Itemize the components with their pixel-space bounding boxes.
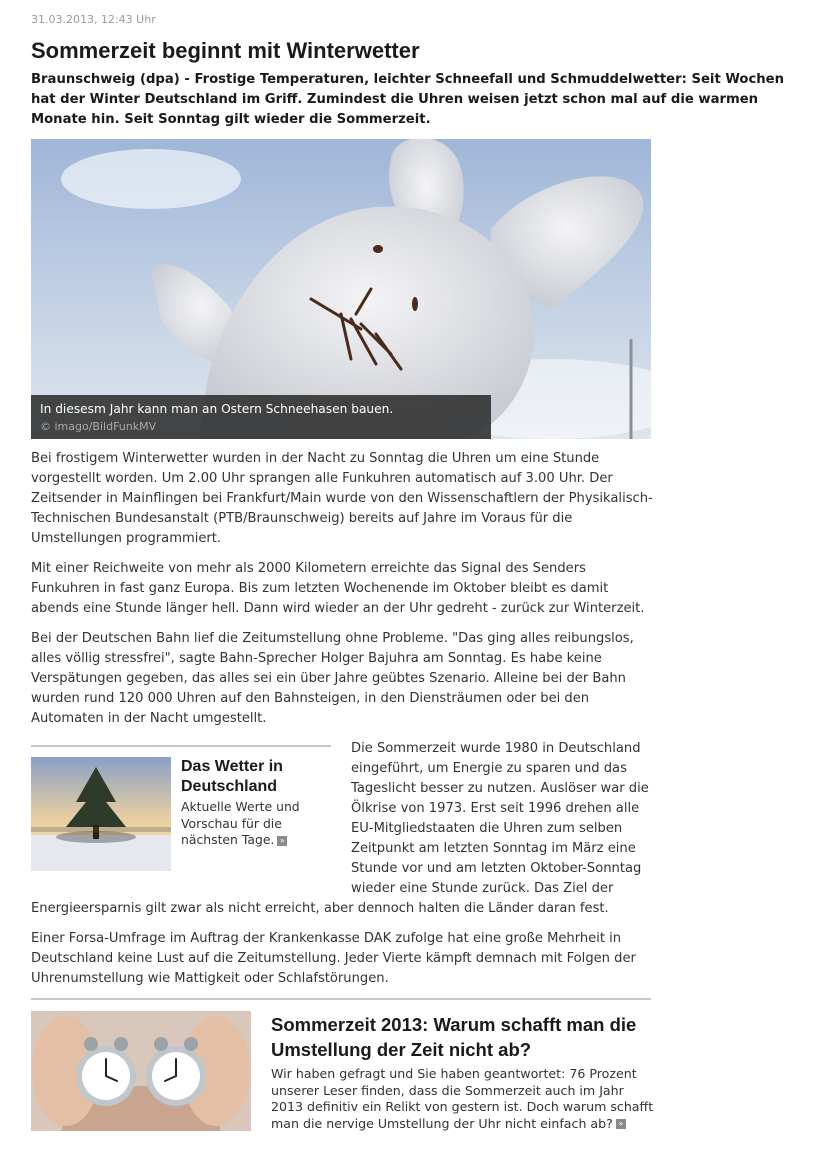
dst-teaser-title[interactable]: Sommerzeit 2013: Warum schafft man die Umstellung der Zeit nicht ab? — [271, 1014, 637, 1060]
dst-teaser-text[interactable] — [271, 1066, 656, 1132]
winter-tree-photo — [31, 757, 171, 871]
weather-teaser-text[interactable] — [181, 799, 326, 849]
paragraph-1: Bei frostigem Winterwetter wurden in der Nacht zu Sonntag die Uhren um eine Stunde vorgestellt worden. Um 2.00 Uhr sprangen alle Funkuhren automatisch auf 3.00 Uhr. Der Zeitsender in Mainflingen bei Frankfurt/Main wurde von den Wissenschaftlern der Physikalisch-Technischen Bundesanstalt (PTB/Braunschweig) bereits auf Jahre im Voraus für die Umstellungen programmiert. — [31, 451, 653, 546]
snow-bunny-photo — [31, 139, 651, 439]
more-arrow-icon[interactable]: » — [277, 836, 287, 846]
hero-image[interactable] — [31, 139, 651, 439]
weather-teaser-title[interactable]: Das Wetter in Deutschland — [181, 758, 283, 795]
divider — [31, 745, 331, 747]
paragraph-4: Die Sommerzeit wurde 1980 in Deutschland eingeführt, um Energie zu sparen und das Tageslicht besser zu nutzen. Auslöser war die Ölkrise von 1973. Erst seit 1996 drehen alle EU-Mitgliedstaaten die Uhren zum selben Zeitpunkt am letzten Sonntag im März eine Stunde vor und am letzten Oktober-Sonntag wieder eine Stunde zurück. Das Ziel der — [351, 741, 649, 896]
article-date: 31.03.2013, 12:43 Uhr — [31, 13, 156, 26]
paragraph-5: Einer Forsa-Umfrage im Auftrag der Krankenkasse DAK zufolge hat eine große Mehrheit in Deutschland keine Lust auf die Zeitumstellung. Jeder Vierte kämpft demnach mit Folgen der Uhrenumstellung wie Mattigkeit oder Schlafstörungen. — [31, 931, 636, 986]
divider — [31, 998, 651, 1000]
hero-caption — [31, 395, 491, 439]
weather-teaser-image[interactable] — [31, 757, 171, 871]
paragraph-3: Bei der Deutschen Bahn lief die Zeitumstellung ohne Probleme. "Das ging alles reibungslos, alles völlig stressfrei", sagte Bahn-Sprecher Holger Bajuhra am Sonntag. Es habe keine Verspätungen gegeben, das alles sei ein über Jahre geübtes Szenario. Alleine bei der Bahn wurden rund 120 000 Uhren auf den Bahnsteigen, in den Diensträumen oder bei den Automaten in der Nacht umgestellt. — [31, 631, 634, 726]
article-title: Sommerzeit beginnt mit Winterwetter — [31, 38, 420, 63]
more-arrow-icon[interactable]: » — [616, 1119, 626, 1129]
paragraph-4-end: Energieersparnis gilt zwar als nicht erreicht, aber dennoch halten die Länder daran fest. — [31, 901, 609, 916]
paragraph-2: Mit einer Reichweite von mehr als 2000 Kilometern erreichte das Signal des Senders Funkuhren in fast ganz Europa. Bis zum letzten Wochenende im Oktober bleibt es damit abends eine Stunde länger hell. Dann wird wieder an der Uhr gedreht - zurück zur Winterzeit. — [31, 561, 645, 616]
weather-teaser-desc: Aktuelle Werte und Vorschau für die nächsten Tage. — [181, 799, 300, 847]
article-lead: Braunschweig (dpa) - Frostige Temperaturen, leichter Schneefall und Schmuddelwetter: Seit Wochen hat der Winter Deutschland im Griff. Zumindest die Uhren weisen jetzt schon mal auf die warmen Monate hin. Seit Sonntag gilt wieder die Sommerzeit. — [31, 72, 785, 127]
caption-text: In diesesm Jahr kann man an Ostern Schneehasen bauen. — [40, 402, 394, 416]
dst-teaser-image[interactable] — [31, 1011, 251, 1131]
alarm-clocks-photo — [31, 1011, 251, 1131]
caption-credit: © imago/BildFunkMV — [40, 420, 157, 433]
dst-teaser-desc: Wir haben gefragt und Sie haben geantwortet: 76 Prozent unserer Leser finden, dass die Sommerzeit auch im Jahr 2013 definitiv ein Relikt von gestern ist. Doch warum schafft man die nervige Umstellung der Uhr nicht einfach ab? — [271, 1066, 654, 1131]
